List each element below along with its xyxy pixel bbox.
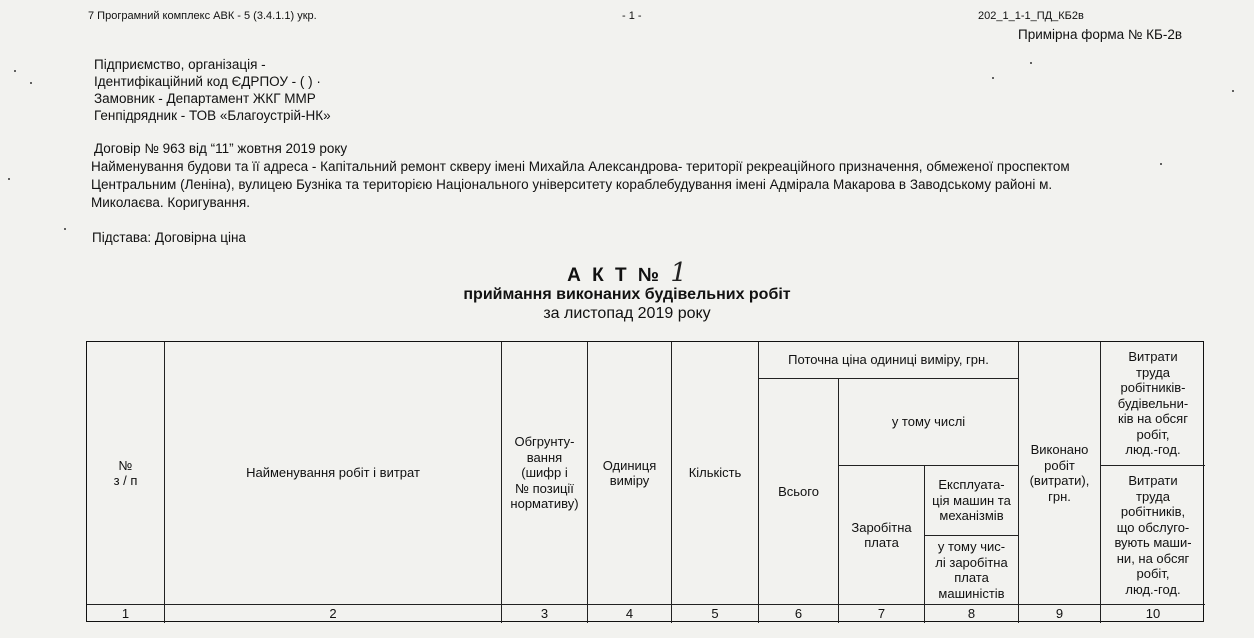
scan-speck <box>8 178 10 180</box>
software-label: 7 Програмний комплекс АВК - 5 (3.4.1.1) укр. <box>88 10 317 22</box>
header-unit: Одиниця виміру <box>588 342 672 605</box>
form-label: Примірна форма № КБ-2в <box>1018 27 1183 42</box>
act-title <box>0 258 1254 288</box>
scan-speck <box>30 82 32 84</box>
basis-line: Підстава: Договірна ціна <box>92 230 246 245</box>
scan-speck <box>64 228 66 230</box>
act-number: 1 <box>670 258 687 288</box>
header-quantity: Кількість <box>672 342 759 605</box>
col-number: 9 <box>1019 605 1101 623</box>
header-done: Виконано робіт (витрати), грн. <box>1019 342 1101 605</box>
scan-speck <box>14 70 16 72</box>
scan-speck <box>992 77 994 79</box>
header-price-group: Поточна ціна одиниці виміру, грн. <box>759 342 1019 379</box>
contractor-line: Генпідрядник - ТОВ «Благоустрій-НК» <box>94 108 331 123</box>
act-title-text: А К Т № <box>567 265 663 286</box>
enterprise-line: Підприємство, організація - <box>94 57 266 72</box>
header-wage: Заробітна плата <box>839 466 925 605</box>
col-number: 2 <box>165 605 502 623</box>
col-number: 10 <box>1145 606 1161 622</box>
header-labor-builders: Витрати труда робітників- будівельни- ків на обсяг робіт, люд.-год. <box>1101 342 1205 466</box>
header-machines-wage: у тому чис- лі заробітна плата машиністів <box>925 536 1019 605</box>
document-code: 202_1_1-1_ПД_КБ2в <box>978 10 1084 22</box>
page-number: - 1 - <box>622 10 642 22</box>
col-number: 4 <box>588 605 672 623</box>
header-num: № з / п <box>87 342 165 605</box>
customer-line: Замовник - Департамент ЖКГ ММР <box>94 91 316 106</box>
construction-line-3: Миколаєва. Коригування. <box>91 195 250 210</box>
col-number: 7 <box>839 605 925 623</box>
header-basis: Обгрунту- вання (шифр і № позиції нормативу) <box>502 342 588 605</box>
contract-line: Договір № 963 від “11” жовтня 2019 року <box>94 141 348 156</box>
col-number: 3 <box>502 605 588 623</box>
header-labor-service: Витрати труда робітників, що обслуго- вують маши- ни, на обсяг робіт, люд.-год. <box>1101 466 1205 605</box>
edrpou-line: Ідентифікаційний код ЄДРПОУ - ( ) · <box>94 74 321 89</box>
header-total: Всього <box>759 379 839 605</box>
act-period: за листопад 2019 року <box>543 305 711 322</box>
col-number: 6 <box>759 605 839 623</box>
scan-speck <box>1232 90 1234 92</box>
header-name: Найменування робіт і витрат <box>165 342 502 605</box>
col-number: 5 <box>672 605 759 623</box>
construction-line-2: Центральним (Леніна), вулицею Бузніка та територією Національного університету кораблебудування імені Адмірала Макарова в Заводському районі м. <box>91 177 1053 192</box>
construction-line-1: Найменування будови та її адреса - Капітальний ремонт скверу імені Михайла Александрова- території рекреаційного призначення, обмеженої проспектом <box>91 159 1070 174</box>
col-number: 1 <box>87 605 165 623</box>
act-subtitle: приймання виконаних будівельних робіт <box>463 286 791 303</box>
col-number: 8 <box>925 605 1019 623</box>
scan-speck <box>1160 163 1162 165</box>
header-including: у тому числі <box>839 379 1019 466</box>
works-table <box>86 341 1204 622</box>
header-machines: Експлуата- ція машин та механізмів <box>925 466 1019 536</box>
scan-speck <box>1030 62 1032 64</box>
